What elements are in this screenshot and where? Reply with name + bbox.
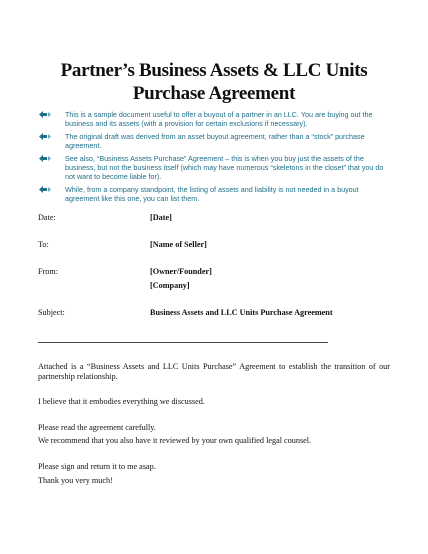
- note-item: [38, 110, 390, 128]
- note-item: [38, 132, 390, 150]
- date-label: Date:: [38, 213, 56, 222]
- note-text: The original draft was derived from an asset buyout agreement, rather than a “stock” purchase agreement.: [65, 132, 365, 150]
- note-item: [38, 154, 390, 181]
- body-paragraph: I believe that it embodies everything we discussed.: [38, 397, 205, 406]
- date-value: [Date]: [150, 213, 172, 222]
- body-paragraph: Please read the agreement carefully.: [38, 423, 156, 432]
- divider-line: [38, 342, 328, 343]
- from-value-owner: [Owner/Founder]: [150, 267, 212, 276]
- from-value-company: [Company]: [150, 281, 190, 290]
- body-paragraph: Attached is a “Business Assets and LLC Units Purchase” Agreement to establish the transition of our partnership relationship.: [38, 362, 390, 381]
- instruction-notes: [38, 110, 390, 207]
- to-value: [Name of Seller]: [150, 240, 207, 249]
- to-label: To:: [38, 240, 49, 249]
- note-text: While, from a company standpoint, the listing of assets and liability is not needed in a buyout agreement like this one, you can list them.: [65, 185, 359, 203]
- bullet-arrow-icon: [38, 185, 52, 194]
- subject-label: Subject:: [38, 308, 65, 317]
- subject-value: Business Assets and LLC Units Purchase Agreement: [150, 308, 333, 317]
- from-label: From:: [38, 267, 59, 276]
- note-text: This is a sample document useful to offer a buyout of a partner in an LLC. You are buying out the business and its assets (with a provision for certain exclusions if necessary).: [65, 110, 373, 128]
- body-paragraph: Please sign and return it to me asap.: [38, 462, 156, 471]
- document-title-line-2: Purchase Agreement: [132, 83, 296, 104]
- bullet-arrow-icon: [38, 110, 52, 119]
- body-paragraph: We recommend that you also have it reviewed by your own qualified legal counsel.: [38, 436, 312, 445]
- bullet-arrow-icon: [38, 132, 52, 141]
- note-item: [38, 185, 390, 203]
- document-title-line-1: Partner’s Business Assets & LLC Units: [60, 60, 368, 81]
- body-paragraph: Thank you very much!: [38, 476, 113, 485]
- note-text: See also, “Business Assets Purchase” Agreement – this is when you buy just the assets of the business, but not the business itself (which may have numerous “skeletons in the closet” that you do not want to become liable for).: [65, 154, 384, 181]
- bullet-arrow-icon: [38, 154, 52, 163]
